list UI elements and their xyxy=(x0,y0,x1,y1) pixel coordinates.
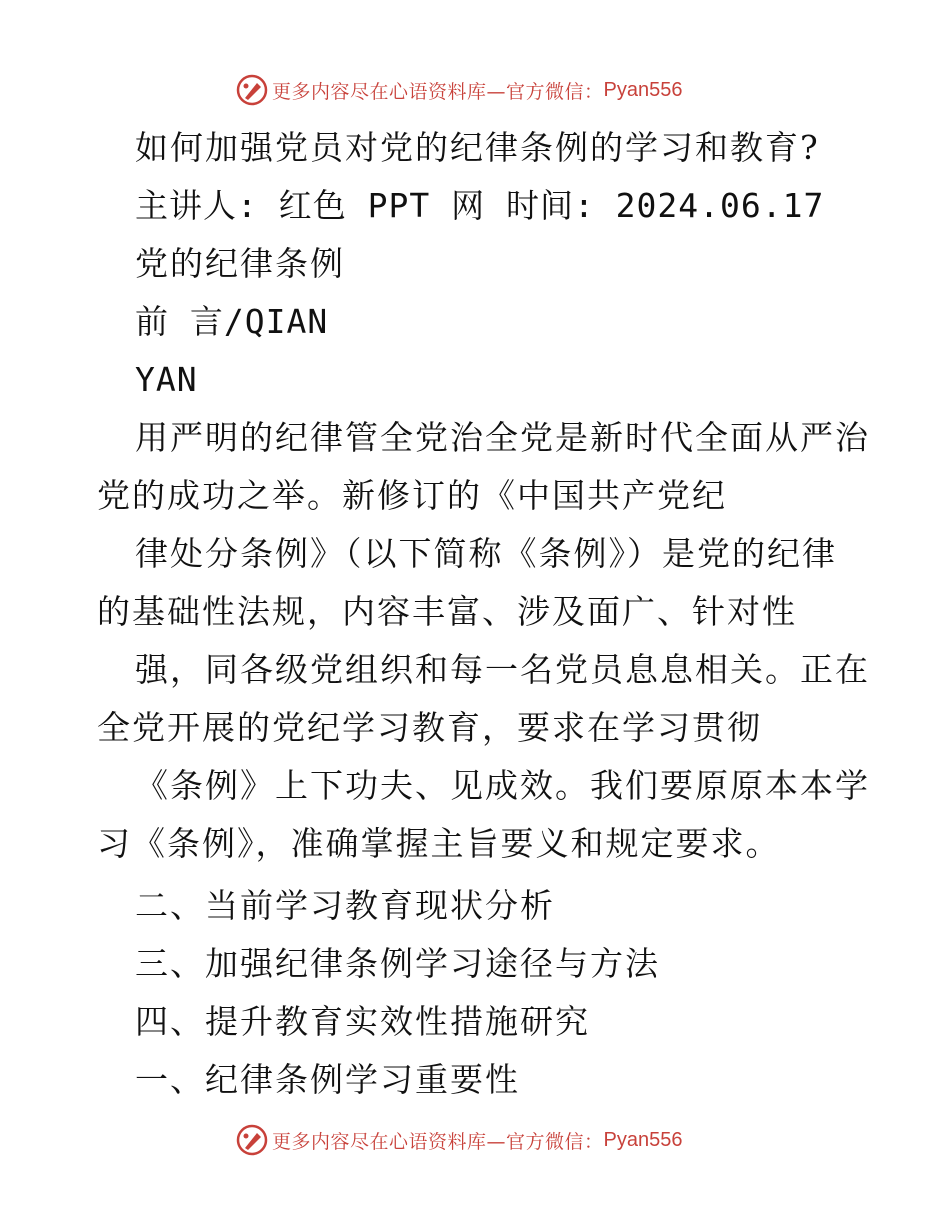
header-watermark xyxy=(236,73,682,107)
watermark-handle: Pyan556 xyxy=(603,1128,683,1151)
watermark-handle: Pyan556 xyxy=(603,78,683,101)
outline-item: 四、提升教育实效性措施研究 xyxy=(135,1002,590,1041)
footer-watermark xyxy=(236,1123,682,1157)
watermark-text: 更多内容尽在心语资料库—官方微信： xyxy=(272,80,604,103)
document-byline: 主讲人: 红色 PPT 网 时间: 2024.06.17 xyxy=(135,186,825,225)
paragraph-line: 强，同各级党组织和每一名党员息息相关。正在 xyxy=(135,650,870,689)
paragraph-line: 律处分条例》（以下简称《条例》）是党的纪律 xyxy=(135,534,837,573)
pen-logo-icon xyxy=(236,74,268,106)
paragraph-line: 用严明的纪律管全党治全党是新时代全面从严治 xyxy=(135,418,870,457)
preface-heading: 前 言/QIAN xyxy=(135,302,329,341)
paragraph-line: 党的成功之举。新修订的《中国共产党纪 xyxy=(97,476,727,515)
document-subtitle: 党的纪律条例 xyxy=(135,244,345,283)
outline-item: 三、加强纪律条例学习途径与方法 xyxy=(135,944,660,983)
document-title: 如何加强党员对党的纪律条例的学习和教育? xyxy=(135,128,820,167)
preface-heading-continued: YAN xyxy=(135,360,198,399)
paragraph-line: 的基础性法规，内容丰富、涉及面广、针对性 xyxy=(97,592,797,631)
watermark-text: 更多内容尽在心语资料库—官方微信： xyxy=(272,1130,604,1153)
outline-item: 一、纪律条例学习重要性 xyxy=(135,1060,520,1099)
paragraph-line: 全党开展的党纪学习教育，要求在学习贯彻 xyxy=(97,708,762,747)
paragraph-line: 《条例》上下功夫、见成效。我们要原原本本学 xyxy=(135,766,870,805)
pen-logo-icon xyxy=(236,1124,268,1156)
outline-item: 二、当前学习教育现状分析 xyxy=(135,886,555,925)
paragraph-line: 习《条例》，准确掌握主旨要义和规定要求。 xyxy=(97,824,781,863)
